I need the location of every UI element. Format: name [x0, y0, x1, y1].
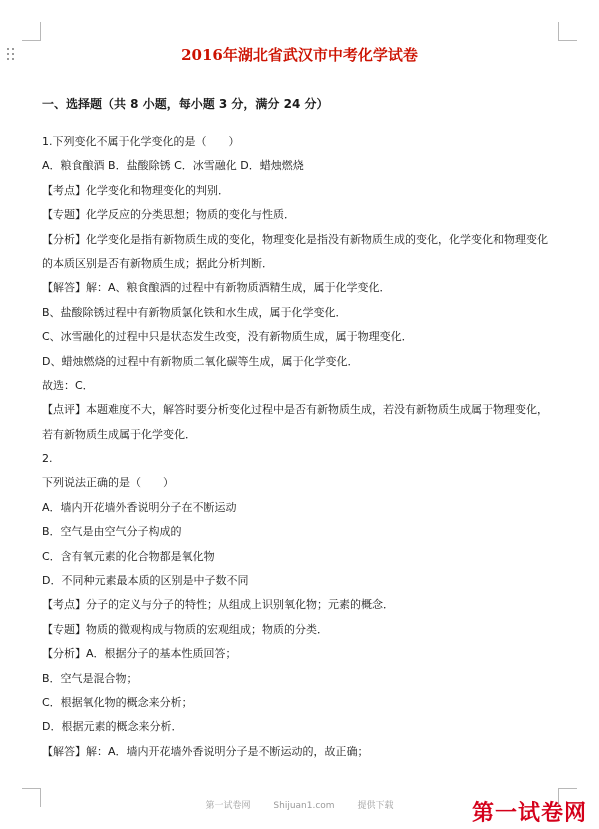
document-line: 【点评】本题难度不大，解答时要分析变化过程中是否有新物质生成，若没有新物质生成属于物理变化， — [42, 403, 548, 417]
document-line: 【专题】物质的微观构成与物质的宏观组成；物质的分类． — [42, 622, 328, 636]
document-line: 【解答】解：A、粮食酿酒的过程中有新物质酒精生成，属于化学变化． — [42, 281, 391, 295]
document-line: 【考点】分子的定义与分子的特性；从组成上识别氧化物；元素的概念． — [42, 598, 394, 612]
corner-mark-top-left — [22, 22, 41, 41]
footer-site-name: 第一试卷网 — [205, 801, 251, 811]
document-line: D．不同种元素最本质的区别是中子数不同 — [42, 574, 249, 588]
document-line: C、冰雪融化的过程中只是状态发生改变，没有新物质生成，属于物理变化． — [42, 330, 413, 344]
document-line: B、盐酸除锈过程中有新物质氯化铁和水生成，属于化学变化． — [42, 305, 347, 319]
document-line: 故选：C． — [42, 378, 94, 392]
document-line: 2. — [42, 452, 53, 466]
document-line: B．空气是由空气分子构成的 — [42, 525, 182, 539]
document-line: A．粮食酿酒 B．盐酸除锈 C．冰雪融化 D．蜡烛燃烧 — [42, 159, 304, 173]
document-line: B．空气是混合物； — [42, 671, 138, 685]
document-line: 【分析】化学变化是指有新物质生成的变化，物理变化是指没有新物质生成的变化，化学变化和物理变化 — [42, 232, 548, 246]
document-line: C．含有氧元素的化合物都是氧化物 — [42, 549, 215, 563]
document-title: 2016年湖北省武汉市中考化学试卷 — [181, 46, 418, 64]
document-line: 【考点】化学变化和物理变化的判别． — [42, 183, 229, 197]
document-line: 下列说法正确的是（ ） — [42, 476, 174, 490]
document-line: A．墙内开花墙外香说明分子在不断运动 — [42, 500, 237, 514]
document-line: D、蜡烛燃烧的过程中有新物质二氧化碳等生成，属于化学变化． — [42, 354, 359, 368]
document-body — [42, 133, 562, 767]
document-line: D．根据元素的概念来分析． — [42, 720, 183, 734]
document-line: C．根据氧化物的概念来分析； — [42, 695, 193, 709]
section-heading: 一、选择题（共 8 小题，每小题 3 分，满分 24 分） — [42, 97, 329, 111]
document-line: 的本质区别是否有新物质生成；据此分析判断． — [42, 256, 273, 270]
footer-domain: Shijuan1.com — [273, 801, 335, 811]
document-line: 1.下列变化不属于化学变化的是（ ） — [42, 135, 240, 148]
document-line: 若有新物质生成属于化学变化． — [42, 427, 196, 441]
document-line: 【分析】A．根据分子的基本性质回答； — [42, 647, 237, 661]
footer-provided: 提供下载 — [357, 801, 394, 811]
document-line: 【专题】化学反应的分类思想；物质的变化与性质． — [42, 208, 295, 222]
corner-mark-top-right — [558, 22, 577, 41]
watermark-logo: 第一试卷网 — [471, 800, 587, 826]
document-line: 【解答】解：A．墙内开花墙外香说明分子是不断运动的，故正确； — [42, 744, 369, 758]
